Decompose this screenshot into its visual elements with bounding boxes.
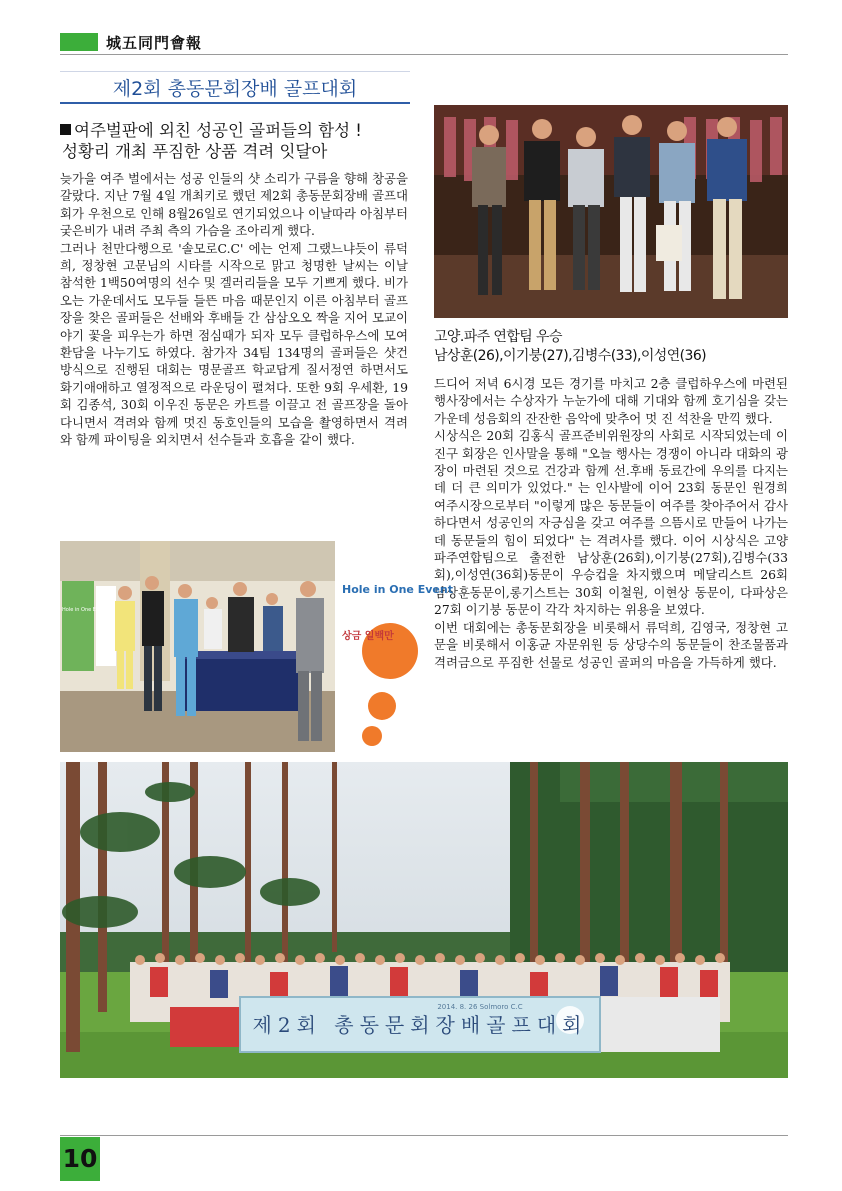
article-body-left (60, 170, 408, 449)
page-number: 10 (60, 1137, 100, 1181)
section-title-top-rule (60, 71, 410, 72)
winning-team-photo (434, 105, 788, 318)
paragraph: 드디어 저녁 6시경 모든 경기를 마치고 2층 클럽하우스에 마련된 행사장에서는 수상자가 누눈가에 대해 기대와 함께 호기심을 갖는 가운데 성음회의 잔잔한 음악에 맞추어 멋 진 석찬을 만끽 했다. (434, 376, 788, 426)
registration-desk-photo (60, 541, 453, 752)
paragraph: 늦가을 여주 벌에서는 성공 인들의 샷 소리가 구름을 향해 창공을 갈랐다. 지난 7월 4일 개최키로 했던 제2회 총동문회장배 골프대회가 우천으로 인해 8월26일로 연기되었으나 이날따라 아침부터 궂은비가 내려 주최 측의 가슴을 조아리게 했다. (60, 171, 408, 239)
header-divider (60, 54, 788, 55)
sign-prize-text: 상금 일백만 (342, 631, 394, 642)
article-headline (60, 120, 415, 162)
paragraph: 시상식은 20회 김홍식 골프준비위원장의 사회로 시작되었는데 이진구 회장은 인사말을 통해 "오늘 행사는 경쟁이 아니라 대화의 광장이 마련된 것으로 건강과 함께 선.후배 동료간에 우의를 다지는데 더 큰 의미가 있었다." 는 인사발에 이어 23회 동문인 원경희 여주시장으로부터 "이렇게 많은 동문들이 여주를 찾아주어서 감사하다면서 성공인의 자긍심을 갖고 여주를 으뜸시로 만들어 나가는데 동문들의 힘이 되었다" 는 격려사를 했다. 이어 시상식은 고양파주연합팀으로 출전한 남상훈(26회),이기붕(27회),김병수(33회),이성연(36회)동문이 우승컵을 차지했으며 메달리스트 26회 남상훈동문이,롱기스트는 30회 이철원, 이현상 동문이, 다파상은 27회 이기붕 동문이 각각 차지하는 위용을 보였다. (434, 428, 788, 618)
paragraph: 이번 대회에는 총동문회장을 비롯해서 류덕희, 김영국, 정창현 고문을 비롯해서 이홍균 자문위원 등 상당수의 동문들이 찬조물품과 격려금으로 푸짐한 선물로 성공인 골퍼의 마음을 가득하게 했다. (434, 619, 788, 670)
article-body-right (434, 375, 788, 671)
banner-small-text: 2014. 8. 26 Solmoro C.C (437, 1003, 523, 1011)
group-photo (60, 762, 788, 1078)
bullet-square-icon (60, 124, 71, 135)
caption-line-1: 고양.파주 연합팀 우승 (434, 329, 562, 345)
photo-caption (434, 328, 788, 366)
paragraph: 그러나 천만다행으로 '솔모로C.C' 에는 언제 그랬느냐듯이 류덕희, 정창현 고문님의 시타를 시작으로 맑고 청명한 날씨는 이날 참석한 1백50여명의 선수 및 겔러리들을 모두 기쁘게 했다. 비가 오는 가운데서도 모두들 들뜬 마음 때문인지 이른 아침부터 골프장을 찾은 골퍼들은 선배와 후배들 간 삼삼오오 짝을 지어 모교이야기 꽃을 피우는가 하면 점심때가 되자 모두 클럽하우스에 모여 환담을 나누기도 하였다. 참가자 34팀 134명의 골퍼들은 샷건 방식으로 진행된 대회는 명문골프 학교답게 질서정연 하면서도 화기애애하고 열정적으로 라운딩이 펼쳐다. 또한 9회 우세환, 19회 김종석, 30회 이우진 동문은 카트를 이끌고 전 골프장을 돌아다니면서 격려와 함께 멋진 동호인들의 모습을 촬영하면서 격려와 함께 파이팅을 외치면서 선수들과 호흡을 같이 했다. (60, 240, 408, 448)
banner-text: 제2회 총동문회장배골프대회 (252, 1013, 588, 1037)
header-accent-block (60, 33, 98, 51)
sign-title-text: Hole in One Event (342, 583, 453, 596)
newsletter-title: 城五同門會報 (106, 34, 203, 52)
section-title-rule (60, 102, 410, 104)
left-banner-text: Hole in One Event (62, 607, 108, 613)
section-title: 제2회 총동문회장배 골프대회 (112, 78, 358, 100)
headline-line-2: 성황리 개최 푸짐한 상품 격려 잇달아 (62, 142, 328, 161)
headline-line-1: 여주벌판에 외친 성공인 골퍼들의 함성 ! (74, 121, 362, 140)
caption-line-2: 남상훈(26),이기붕(27),김병수(33),이성연(36) (434, 348, 706, 364)
footer-divider (60, 1135, 788, 1136)
